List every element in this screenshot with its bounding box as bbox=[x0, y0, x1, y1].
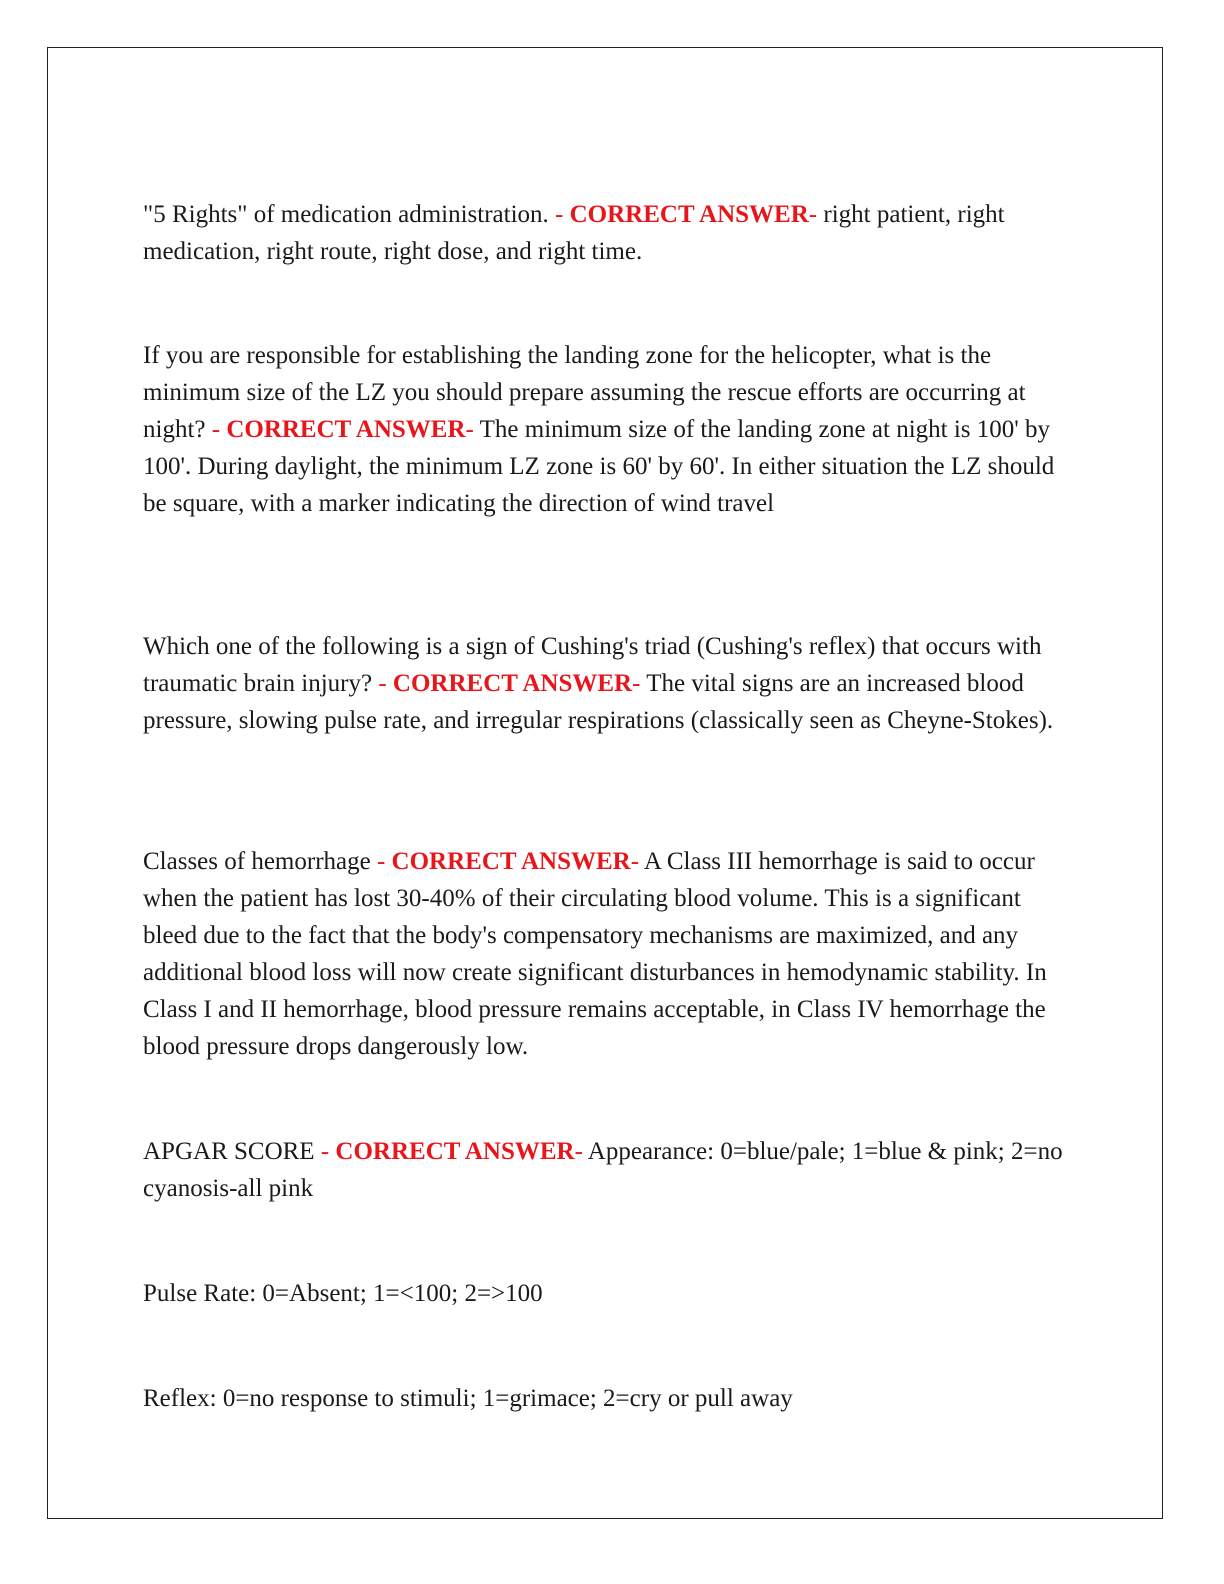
correct-answer-label: CORRECT ANSWER bbox=[392, 670, 633, 697]
question-text: Which one of the following is a sign of Cushing's triad (Cushing's reflex) that occurs with traumatic brain injury? bbox=[143, 633, 1042, 697]
answer-text: A Class III hemorrhage is said to occur when the patient has lost 30-40% of their circulating blood volume. This is a significant bleed due to the fact that the body's compensatory mechanisms are maximized, and any additional blood loss will now create significant disturbances in hemodynamic stability. In Class I and II hemorrhage, blood pressure remains acceptable, in Class IV hemorrhage the blood pressure drops dangerously low. bbox=[143, 848, 1047, 1060]
qa-item-medication-rights bbox=[143, 196, 1073, 270]
correct-answer-label: CORRECT ANSWER bbox=[569, 201, 809, 228]
answer-dash: - bbox=[632, 670, 641, 697]
answer-text: The minimum size of the landing zone at night is 100' by 100'. During daylight, the minimum LZ zone is 60' by 60'. In either situation the LZ should be square, with a marker indicating the direction of wind travel bbox=[143, 416, 1055, 517]
answer-text: right patient, right medication, right route, right dose, and right time. bbox=[143, 201, 1005, 265]
apgar-reflex-line: Reflex: 0=no response to stimuli; 1=grimace; 2=cry or pull away bbox=[143, 1385, 793, 1412]
answer-separator: - bbox=[205, 416, 227, 443]
answer-dash: - bbox=[630, 848, 640, 875]
answer-separator: - bbox=[314, 1138, 336, 1165]
question-text: If you are responsible for establishing the landing zone for the helicopter, what is the minimum size of the LZ you should prepare assuming the rescue efforts are occurring at night? bbox=[143, 342, 1026, 443]
answer-separator: - bbox=[370, 848, 392, 875]
correct-answer-label: CORRECT ANSWER bbox=[391, 848, 631, 875]
answer-dash: - bbox=[574, 1138, 583, 1165]
answer-dash: - bbox=[808, 201, 818, 228]
qa-item-hemorrhage-classes bbox=[143, 843, 1073, 1065]
question-text: Classes of hemorrhage bbox=[143, 848, 371, 875]
qa-item-apgar-score bbox=[143, 1133, 1073, 1207]
answer-dash: - bbox=[465, 416, 474, 443]
answer-text: Appearance: 0=blue/pale; 1=blue & pink; 2=no cyanosis-all pink bbox=[143, 1138, 1063, 1202]
answer-separator: - bbox=[548, 201, 570, 228]
qa-item-cushings-triad bbox=[143, 628, 1073, 739]
question-text: "5 Rights" of medication administration. bbox=[143, 201, 549, 228]
correct-answer-label: CORRECT ANSWER bbox=[335, 1138, 575, 1165]
apgar-pulse-rate-line: Pulse Rate: 0=Absent; 1=<100; 2=>100 bbox=[143, 1280, 543, 1307]
answer-separator: - bbox=[372, 670, 393, 697]
correct-answer-label: CORRECT ANSWER bbox=[226, 416, 466, 443]
answer-text: The vital signs are an increased blood pressure, slowing pulse rate, and irregular respirations (classically seen as Cheyne-Stokes). bbox=[143, 670, 1054, 734]
qa-item-landing-zone bbox=[143, 337, 1073, 522]
question-text: APGAR SCORE bbox=[143, 1138, 315, 1165]
